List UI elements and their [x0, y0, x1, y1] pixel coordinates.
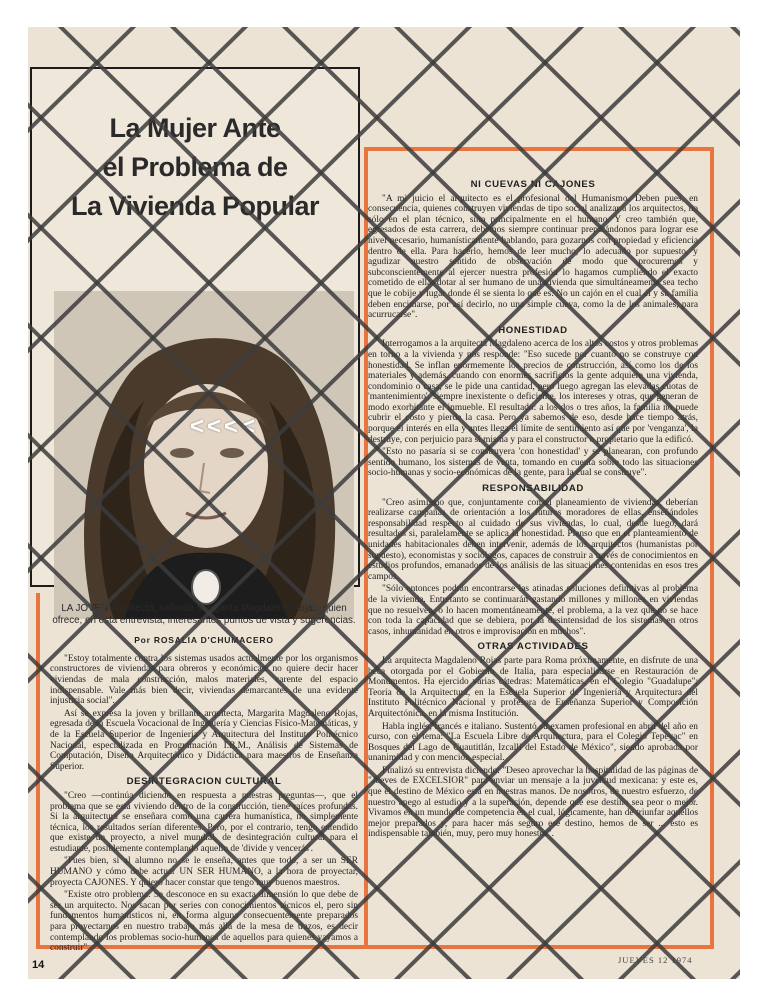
paragraph: "Pues bien, si al alumno no se le enseña, antes que todo, a ser un SER HUMANO y cómo debe actuar UN SER HUMANO, a la hora de proyectar, proyecta CAJONES. Y quiero hacer constar que tengo muy buenos maestros.	[50, 856, 358, 888]
title-box	[30, 67, 360, 587]
paragraph: "Creo —continúa diciendo en respuesta a nuestras preguntas—, que el problema que se está viviendo dentro de la construcción, tiene raíces profundas. Si la arquitectura se enseñara como una carrera humanística, no simplemente técnica, los resultados serían diferentes. Pero, por el contrario, tengo entendido que existe un proyecto, a nivel mundial, de desintegración cultural para el estudiante, posiblemente contemplando aquello de 'divide y vencerás'.	[50, 790, 358, 854]
section-heading: RESPONSABILIDAD	[482, 483, 584, 495]
portrait-illustration	[54, 291, 354, 619]
section-heading: OTRAS ACTIVIDADES	[477, 641, 589, 653]
page-number: 14	[32, 959, 45, 971]
portrait-photo	[54, 291, 354, 619]
article-title	[32, 109, 358, 226]
paragraph: Habla inglés, francés e italiano. Sustentó su examen profesional en abril del año en curso, con el tema: "La Escuela Libre de Arquitectura, para el Colegio Tepeyac" en Bosques del Lago de Cuautitlán, Izcalli del Estado de México", siendo aprobada por unanimidad y con mención especial.	[368, 721, 698, 764]
paragraph: "Existe otro problema. Se desconoce en su exacta dimensión lo que debe de ser un arquitecto. Nos sacan por series con conocimientos técnicos el, pero sin fundamentos humanísticos ni, en forma alguna consecuentemente preparados para proyectarnos en nuestro trabajo más allá de la mesa de trazos, es decir contemplando los problemas socio-humanos de aquellos para quienes vayamos a construir".	[50, 890, 358, 954]
section-heading: NI CUEVAS NI CAJONES	[470, 179, 596, 190]
title-line-1: La Mujer Ante	[109, 113, 281, 143]
issue-footer: JUEVES 12 1974	[618, 955, 693, 965]
section-heading: HONESTIDAD	[498, 324, 568, 336]
paragraph: "Estoy totalmente contra los sistemas usados actualmente por los organismos constructores de viviendas para obreros y económicas: no quiere decir hacer viviendas de mala construcción, malos materiales, carente del espacio indispensable. Vale más bien decir, viviendas demarcantes de una evidente injusticia social".	[50, 653, 358, 707]
paragraph: "A mi juicio el arquitecto es el profesional del Humanismo. Deben pues, en consecuencia, quienes construyen viviendas de tipo social analizar a los arquitectos, no sólo en el plan técnico, sino principalmente en el humano. Y creo también que, egresados de esta carrera, debemos siempre continuar preparándonos para lograr ese nivel necesario, humanísticamente hablando, para gozarnos con propiedad y eficiencia dentro de ella. Para hacerlo, hemos de leer mucho, lo adecuado por supuesto, y agudizar nuestro sentido de observación de modo que procuremos y subconscientemente al ejercer nuestra profesión lo hagamos cumpliendo el exacto cometido de ella: dotar al ser humano de una vivienda que simultáneamente sea techo que le cobije y lugar donde él se sienta lo que es. No un cajón en el cual él y su familia deben encimarse, por así decirlo, no una simple cueva, como la de los animales, para acurrucarse".	[368, 193, 698, 321]
paragraph: Finalizó su entrevista diciendo: "Deseo aprovechar la hospitalidad de las páginas de "Jueves de EXCELSIOR" para enviar un mensaje a la juventud mexicana: y este es, que el destino de México está en nuestras manos. De nosotros, de nuestro esfuerzo, de nuestro apego al estudio y a la superación, depende que ese destino sea peor o mejor. Vivamos en un mundo de competencia en el cual, lógicamente, han de triunfar aquellos mejor preparados y, para hacer más seguro ese destino, hemos de ser ... esto es indispensable también, muy, pero muy honestos".	[368, 765, 698, 840]
section-heading: DESINTEGRACION CULTURAL	[126, 776, 282, 788]
paragraph: La arquitecta Magdaleno Rojas parte para Roma próximamente, en disfrute de una beca otorgada por el Gobierno de Italia, para especializarse en Restauración de Monumentos. Ha ejercido varias cátedras: Matemáticas, en el Colegio "Guadalupe"; Teoría de la Arquitectura, en la Escuela Superior de Ingeniería y Arquitectura del Instituto Politécnico Nacional y profesora de Enseñanza Superior y Composición Arquitectónica, en la misma Institución.	[368, 655, 698, 719]
photo-caption: LA JOVEN arquitecta, señorita Margarita Magdaleno Rojas, quien ofrece, en esta entrevista, interesantes puntos de vista y sugerencias.	[52, 603, 356, 626]
overlay-stamp: <<<<	[190, 413, 259, 440]
paragraph: Interrogamos a la arquitecta Magdaleno acerca de los altos costos y otros problemas en torno a la vivienda y nos responde: "Eso sucede por cuanto no se construye con honestidad. Se inflan enormemente los precios de construcción, así como los de los materiales y además, cuando con enormes sacrificios la gente adquiere una vivienda, condominio o casa, se le pide una cantidad, pero luego agregan las elevadas cuotas de 'mantenimiento', siempre inexistente o deficiente, los intereses y otras, que generan de modo exorbitante el inmueble. El resultado: a los dos o tres años, la familia no puede cubrir el costo y pierde la casa. Pero ya sabemos de eso, desde hace tiempo atrás, porque el interés en ella y antes llega el límite de sentimiento así que por 'venganza', la destruye, con perjuicio para sí misma y para el constructor o propietario que la edificó.	[368, 339, 698, 445]
byline: Por ROSALIA D'CHUMACERO	[134, 635, 274, 646]
title-line-2: el Problema de	[102, 152, 288, 182]
magazine-page	[28, 27, 740, 979]
title-line-3: La Vivienda Popular	[70, 191, 320, 221]
left-column	[50, 603, 358, 954]
paragraph: Así se expresa la joven y brillante arquitecta, Margarita Magdaleno Rojas, egresada de la Escuela Vocacional de Ingeniería y Ciencias Físico-Matemáticas, y de la Escuela Superior de Ingeniería y Arquitectura del Instituto Politécnico Nacional, especializada en Programación I.B.M., Análisis de Sistemas de Computación, Diseño Arquitectónico y Didáctica para maestros de Enseñanza Superior.	[50, 708, 358, 772]
right-column	[368, 175, 698, 955]
paragraph: "Sólo entonces podrán encontrarse las atinadas soluciones definitivas al problema de la vivienda. Entretanto se continuarán gastando millones y millones en viviendas que no resuelven, o lo hacen momentáneamente, el problema, a la vez que no se hace con toda la capacidad que se debiera, por la desintensidad de los sistemas en otros casos, inhumanidad en otros e improvisación en muchos".	[368, 584, 698, 637]
paragraph: "Creo asimismo que, conjuntamente con el planeamiento de viviendas, deberían realizarse campañas de orientación a los futuros moradores de ellas, enseñándoles responsabilidad respecto al cuidado de sus viviendas, lo cual, desde luego, dará resultados si, paralelamente se aplica la honestidad. Pienso que en el planteamiento de unidades habitacionales deben intervenir, además de los arquitectos (humanistas por supuesto), economistas y sociólogos, capaces de construir a través de conocimientos en estudios profundos, emanados de los análisis de las situaciones contenidas en esos tres campos.	[368, 497, 698, 582]
paragraph: "Esto no pasaría si se construyera 'con honestidad' y se planearan, con profundo sentido humano, los sistemas de venta, tomando en cuenta sobre todo las situaciones socio-humanas y socio-económicas de la gente, para la cual se construye".	[368, 447, 698, 479]
